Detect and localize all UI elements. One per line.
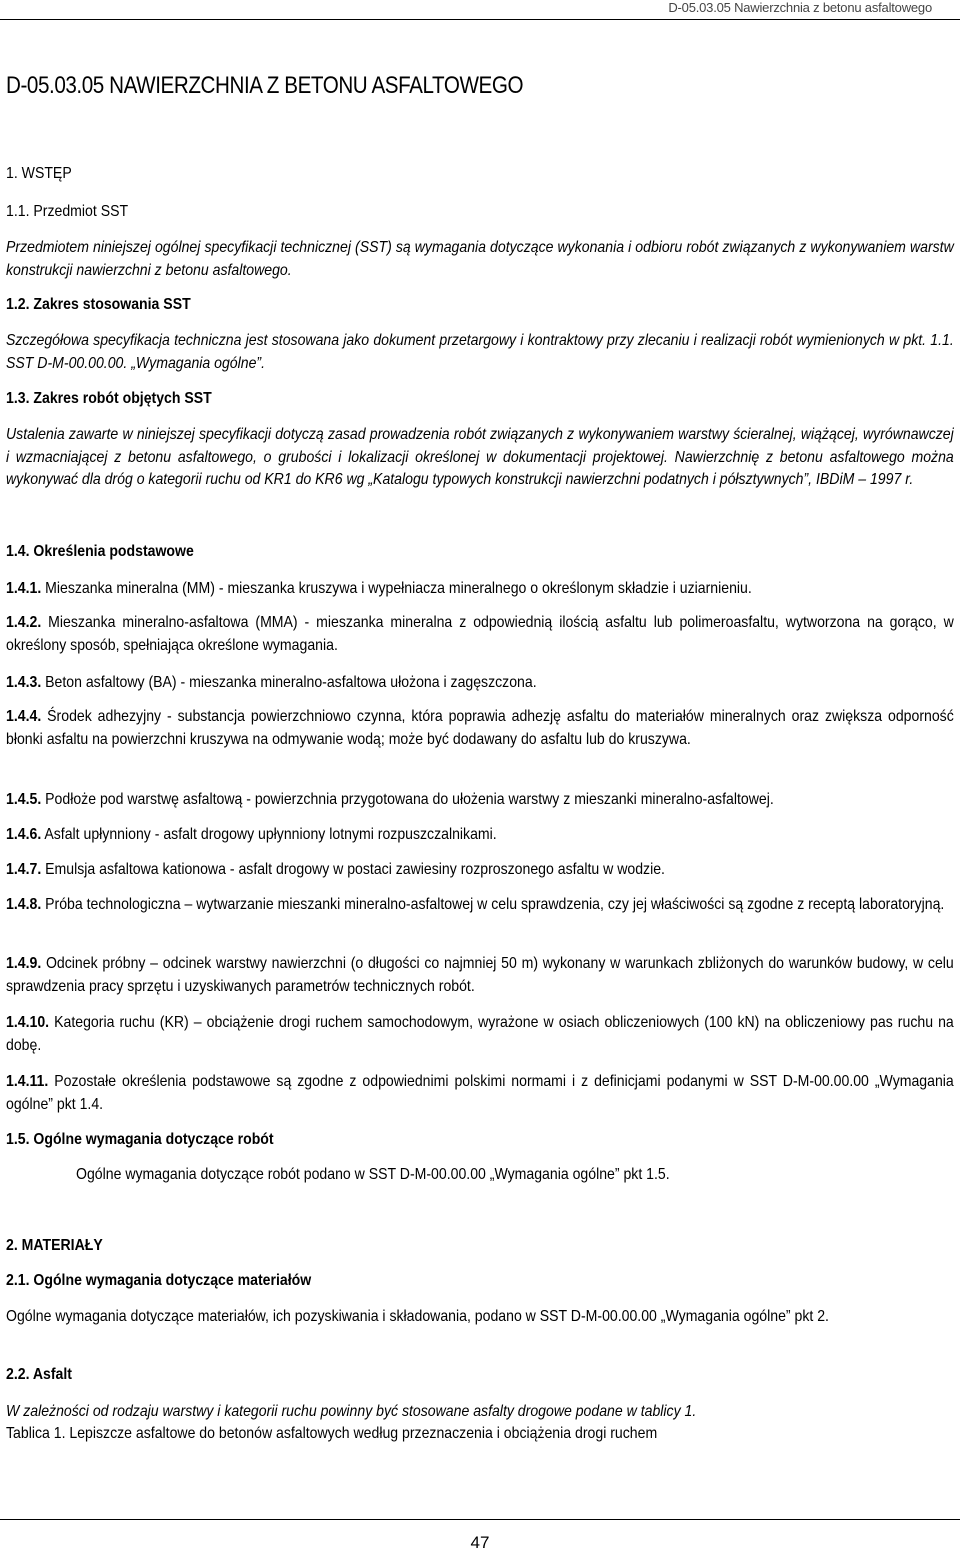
definition-item: 1.4.1. Mieszanka mineralna (MM) - mieszanka kruszywa i wypełniacza mineralnego o określonym składzie i uziarnieniu. bbox=[6, 580, 752, 597]
definition-item: 1.4.10. Kategoria ruchu (KR) – obciążenie drogi ruchem samochodowym, wyrażone w osiach obliczeniowych (100 kN) na obliczeniowy pas ruchu na dobę. bbox=[6, 1014, 954, 1054]
section-1-1-heading: 1.1. Przedmiot SST bbox=[6, 203, 129, 220]
section-1-3-heading: 1.3. Zakres robót objętych SST bbox=[6, 390, 212, 407]
definition-item: 1.4.5. Podłoże pod warstwę asfaltową - powierzchnia przygotowana do ułożenia warstwy z mieszanki mineralno-asfaltowej. bbox=[6, 791, 774, 808]
definition-item: 1.4.2. Mieszanka mineralno-asfaltowa (MMA) - mieszanka mineralna z odpowiednią ilością asfaltu lub polimeroasfaltu, wytworzona na gorąco, w określony sposób, spełniająca określone wymagania. bbox=[6, 614, 954, 654]
running-title: D-05.03.05 Nawierzchnia z betonu asfaltowego bbox=[668, 0, 932, 15]
definition-item: 1.4.6. Asfalt upłynniony - asfalt drogowy upłynniony lotnymi rozpuszczalnikami. bbox=[6, 826, 497, 843]
section-1-2-heading: 1.2. Zakres stosowania SST bbox=[6, 296, 191, 313]
definition-item: 1.4.4. Środek adhezyjny - substancja powierzchniowo czynna, która poprawia adhezję asfaltu do materiałów mineralnych oraz zwiększa odporność błonki asfaltu na powierzchni kruszywa na odmywanie wodą; może być dodawany do asfaltu lub do kruszywa. bbox=[6, 708, 954, 748]
section-2-2-body: W zależności od rodzaju warstwy i kategorii ruchu powinny być stosowane asfalty drogowe podane w tablicy 1. bbox=[6, 1403, 697, 1420]
definition-item: 1.4.7. Emulsja asfaltowa kationowa - asfalt drogowy w postaci zawiesiny rozproszonego asfaltu w wodzie. bbox=[6, 861, 665, 878]
section-1-1-body: Przedmiotem niniejszej ogólnej specyfikacji technicznej (SST) są wymagania dotyczące wykonania i odbioru robót związanych z wykonywaniem warstw konstrukcji nawierzchni z betonu asfaltowego. bbox=[6, 239, 954, 279]
definition-item: 1.4.8. Próba technologiczna – wytwarzanie mieszanki mineralno-asfaltowej w celu sprawdzenia, czy jej właściwości są zgodne z receptą laboratoryjną. bbox=[6, 896, 945, 913]
section-1-3-body: Ustalenia zawarte w niniejszej specyfikacji dotyczą zasad prowadzenia robót związanych z wykonywaniem warstwy ścieralnej, wiążącej, wyrównawczej i wzmacniającej z betonu asfaltowego, o grubości i lokalizacji określonej w dokumentacji projektowej. Nawierzchnię z betonu asfaltowego można wykonywać dla dróg o kategorii ruchu od KR1 do KR6 wg „Katalogu typowych konstrukcji nawierzchni podatnych i półsztywnych”, IBDiM – 1997 r. bbox=[6, 426, 954, 488]
section-2-heading: 2. MATERIAŁY bbox=[6, 1237, 103, 1254]
page-number: 47 bbox=[470, 1533, 490, 1552]
table-caption: Tablica 1. Lepiszcze asfaltowe do betonów asfaltowych według przeznaczenia i obciążenia drogi ruchem bbox=[6, 1425, 658, 1442]
definition-item: 1.4.3. Beton asfaltowy (BA) - mieszanka mineralno-asfaltowa ułożona i zagęszczona. bbox=[6, 674, 537, 691]
definition-item: 1.4.11. Pozostałe określenia podstawowe są zgodne z odpowiednimi polskimi normami i z definicjami podanymi w SST D-M-00.00.00 „Wymagania ogólne” pkt 1.4. bbox=[6, 1073, 954, 1113]
header-rule bbox=[0, 19, 960, 20]
section-1-5-body: Ogólne wymagania dotyczące robót podano w SST D-M-00.00.00 „Wymagania ogólne” pkt 1.5. bbox=[76, 1166, 670, 1183]
section-1-2-body: Szczegółowa specyfikacja techniczna jest stosowana jako dokument przetargowy i kontraktowy przy zlecaniu i realizacji robót wymienionych w pkt. 1.1. SST D-M-00.00.00. „Wymagania ogólne”. bbox=[6, 332, 954, 372]
section-2-1-heading: 2.1. Ogólne wymagania dotyczące materiałów bbox=[6, 1272, 312, 1289]
section-1-4-heading: 1.4. Określenia podstawowe bbox=[6, 543, 194, 560]
section-1-heading: 1. WSTĘP bbox=[6, 165, 72, 182]
definition-item: 1.4.9. Odcinek próbny – odcinek warstwy nawierzchni (o długości co najmniej 50 m) wykonany w warunkach zbliżonych do warunków budowy, w celu sprawdzenia pracy sprzętu i uzyskiwanych parametrów technicznych robót. bbox=[6, 955, 954, 995]
section-1-5-heading: 1.5. Ogólne wymagania dotyczące robót bbox=[6, 1131, 274, 1148]
page-header bbox=[0, 0, 960, 20]
document-title: D-05.03.05 NAWIERZCHNIA Z BETONU ASFALTOWEGO bbox=[6, 72, 524, 99]
section-2-2-heading: 2.2. Asfalt bbox=[6, 1366, 72, 1383]
footer-rule bbox=[0, 1519, 960, 1520]
section-2-1-body: Ogólne wymagania dotyczące materiałów, ich pozyskiwania i składowania, podano w SST D-M-00.00.00 „Wymagania ogólne” pkt 2. bbox=[6, 1308, 829, 1325]
